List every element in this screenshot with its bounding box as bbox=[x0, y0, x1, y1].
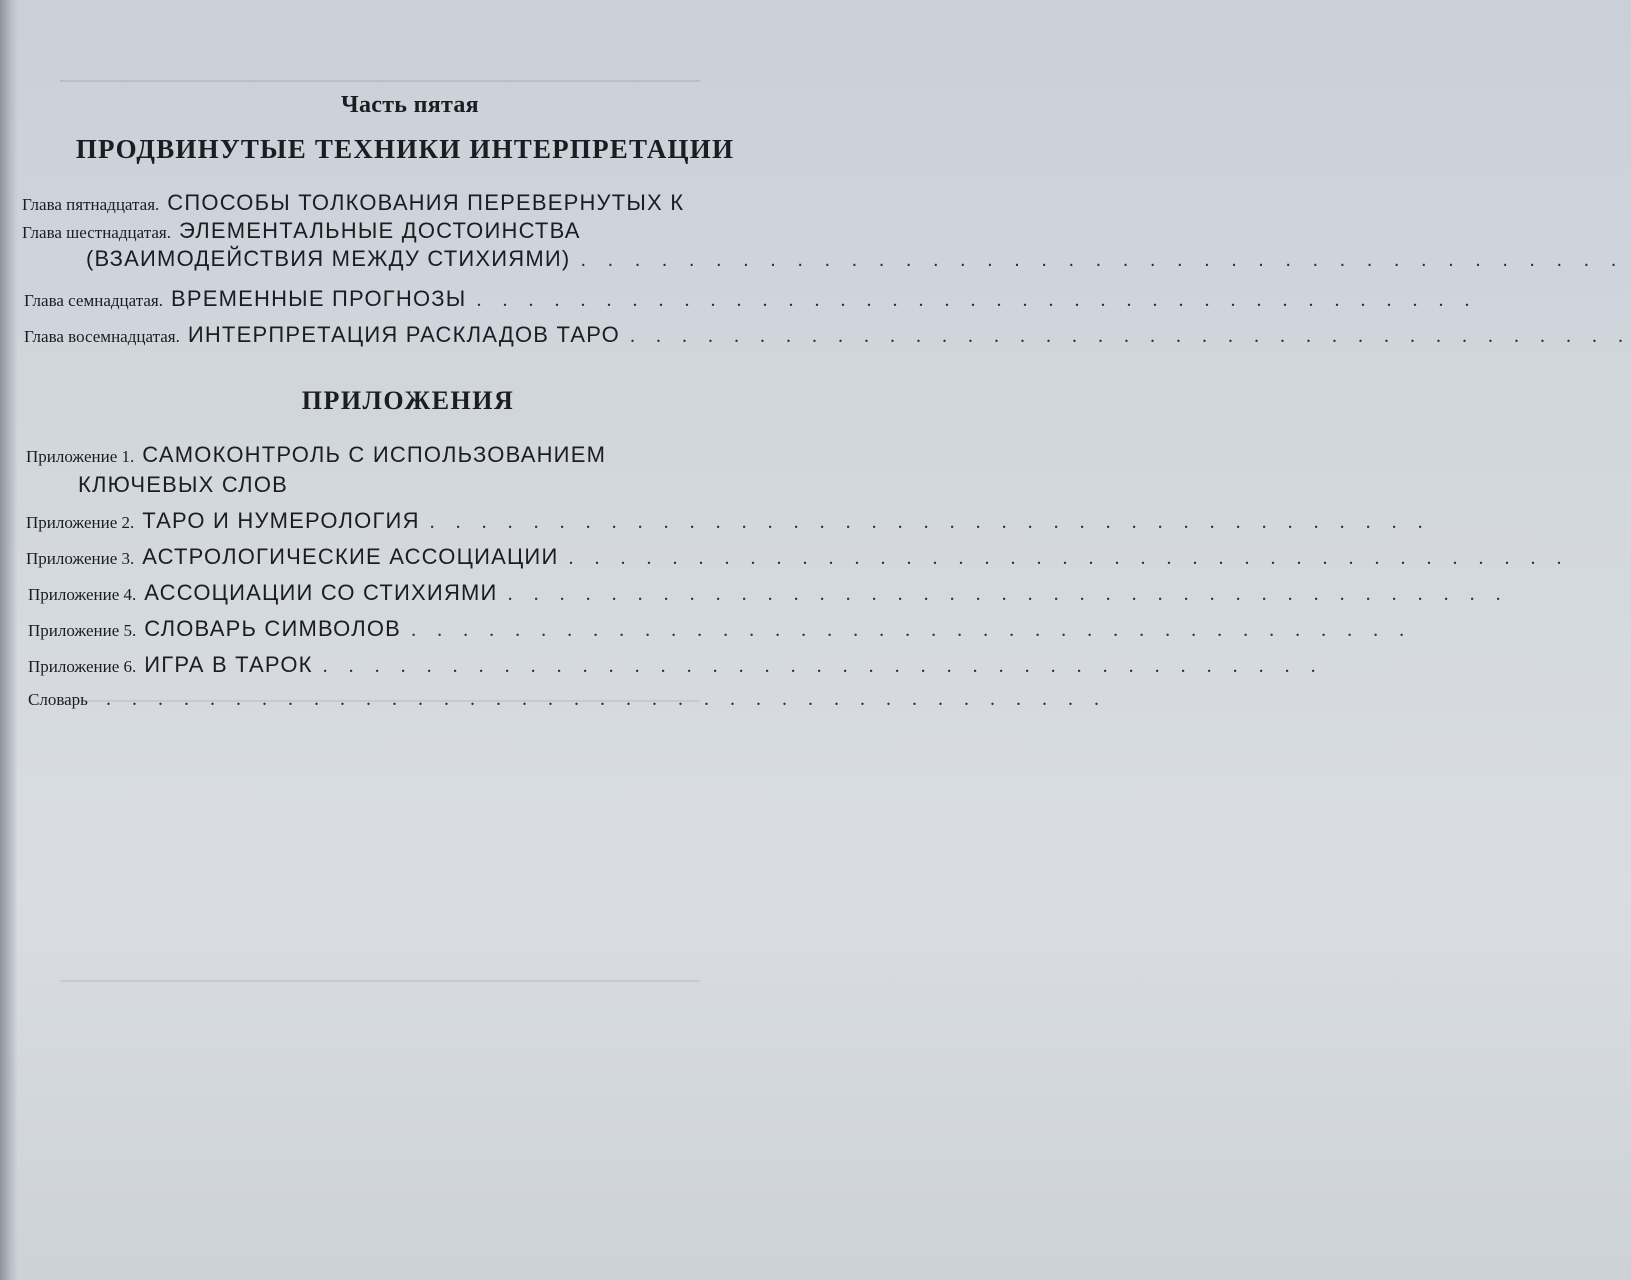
toc-entry-chapter-18[interactable] bbox=[24, 322, 1631, 348]
section-title: ПРОДВИНУТЫЕ ТЕХНИКИ ИНТЕРПРЕТАЦИИ bbox=[75, 134, 735, 164]
appendix-title: СЛОВАРЬ СИМВОЛОВ bbox=[144, 616, 402, 641]
chapter-prefix: Глава пятнадцатая. bbox=[22, 195, 160, 214]
toc-entry-appendix-4[interactable] bbox=[28, 580, 1509, 606]
leader-dots: . . . . . . . . . . . . . . . . . . . . . . . . . . . . . . . . . . . . . . . bbox=[629, 325, 1631, 347]
appendix-prefix: Приложение 3. bbox=[26, 549, 135, 568]
appendix-prefix: Приложение 4. bbox=[28, 585, 137, 604]
chapter-title: СПОСОБЫ ТОЛКОВАНИЯ ПЕРЕВЕРНУТЫХ К bbox=[167, 190, 685, 215]
toc-entry-chapter-15[interactable] bbox=[22, 190, 719, 216]
leader-dots: . . . . . . . . . . . . . . . . . . . . . . . . . . . . . . . . . . . . . . . bbox=[105, 688, 1107, 710]
appendix-prefix: Приложение 5. bbox=[28, 621, 137, 640]
toc-entry-glossary[interactable] bbox=[28, 688, 1107, 711]
toc-entry-appendix-5[interactable] bbox=[28, 616, 1413, 642]
leader-dots: . . . . . . . . . . . . . . . . . . . . . . . . . . . . . . . . . . . . . . . bbox=[322, 655, 1324, 677]
toc-entry-appendix-1[interactable] bbox=[26, 442, 719, 468]
appendix-title: ТАРО И НУМЕРОЛОГИЯ bbox=[142, 508, 420, 533]
appendix-title: ИГРА В ТАРОК bbox=[144, 652, 313, 677]
chapter-title: ВРЕМЕННЫЕ ПРОГНОЗЫ bbox=[170, 286, 467, 311]
part-title: Часть пятая bbox=[341, 92, 479, 118]
toc-entry-appendix-6[interactable] bbox=[28, 652, 1324, 678]
toc-entry-appendix-1-line2 bbox=[78, 472, 288, 498]
leader-dots: . . . . . . . . . . . . . . . . . . . . . . . . . . . . . . . . . . . . . . . bbox=[411, 619, 1413, 641]
toc-entry-appendix-2[interactable] bbox=[26, 508, 1431, 534]
chapter-title-line2: (ВЗАИМОДЕЙСТВИЯ МЕЖДУ СТИХИЯМИ) bbox=[86, 246, 571, 271]
glossary-label: Словарь bbox=[28, 690, 88, 709]
appendix-title: АССОЦИАЦИИ СО СТИХИЯМИ bbox=[144, 580, 498, 605]
toc-entry-chapter-16[interactable] bbox=[22, 218, 719, 244]
toc-entry-chapter-17[interactable] bbox=[24, 286, 1478, 312]
chapter-prefix: Глава семнадцатая. bbox=[24, 291, 163, 310]
appendix-section-title: ПРИЛОЖЕНИЯ bbox=[301, 386, 515, 415]
chapter-title: ЭЛЕМЕНТАЛЬНЫЕ ДОСТОИНСТВА bbox=[178, 218, 581, 243]
chapter-prefix: Глава восемнадцатая. bbox=[24, 327, 180, 346]
leader-dots: . . . . . . . . . . . . . . . . . . . . . . . . . . . . . . . . . . . . . . . bbox=[568, 547, 1570, 569]
appendix-title: АСТРОЛОГИЧЕСКИЕ АССОЦИАЦИИ bbox=[142, 544, 559, 569]
chapter-prefix: Глава шестнадцатая. bbox=[22, 223, 171, 242]
chapter-title: ИНТЕРПРЕТАЦИЯ РАСКЛАДОВ ТАРО bbox=[187, 322, 620, 347]
toc-entry-chapter-16-line2 bbox=[86, 246, 1625, 272]
appendix-prefix: Приложение 6. bbox=[28, 657, 137, 676]
appendix-prefix: Приложение 2. bbox=[26, 513, 135, 532]
appendix-prefix: Приложение 1. bbox=[26, 447, 135, 466]
appendix-title: САМОКОНТРОЛЬ С ИСПОЛЬЗОВАНИЕМ bbox=[142, 442, 607, 467]
leader-dots: . . . . . . . . . . . . . . . . . . . . . . . . . . . . . . . . . . . . . . . bbox=[429, 511, 1431, 533]
leader-dots: . . . . . . . . . . . . . . . . . . . . . . . . . . . . . . . . . . . . . . . bbox=[507, 583, 1509, 605]
appendix-title-line2: КЛЮЧЕВЫХ СЛОВ bbox=[78, 472, 289, 497]
toc-entry-appendix-3[interactable] bbox=[26, 544, 1570, 570]
leader-dots: . . . . . . . . . . . . . . . . . . . . . . . . . . . . . . . . . . . . . . . bbox=[476, 289, 1478, 311]
leader-dots: . . . . . . . . . . . . . . . . . . . . . . . . . . . . . . . . . . . . . . . bbox=[580, 249, 1625, 271]
